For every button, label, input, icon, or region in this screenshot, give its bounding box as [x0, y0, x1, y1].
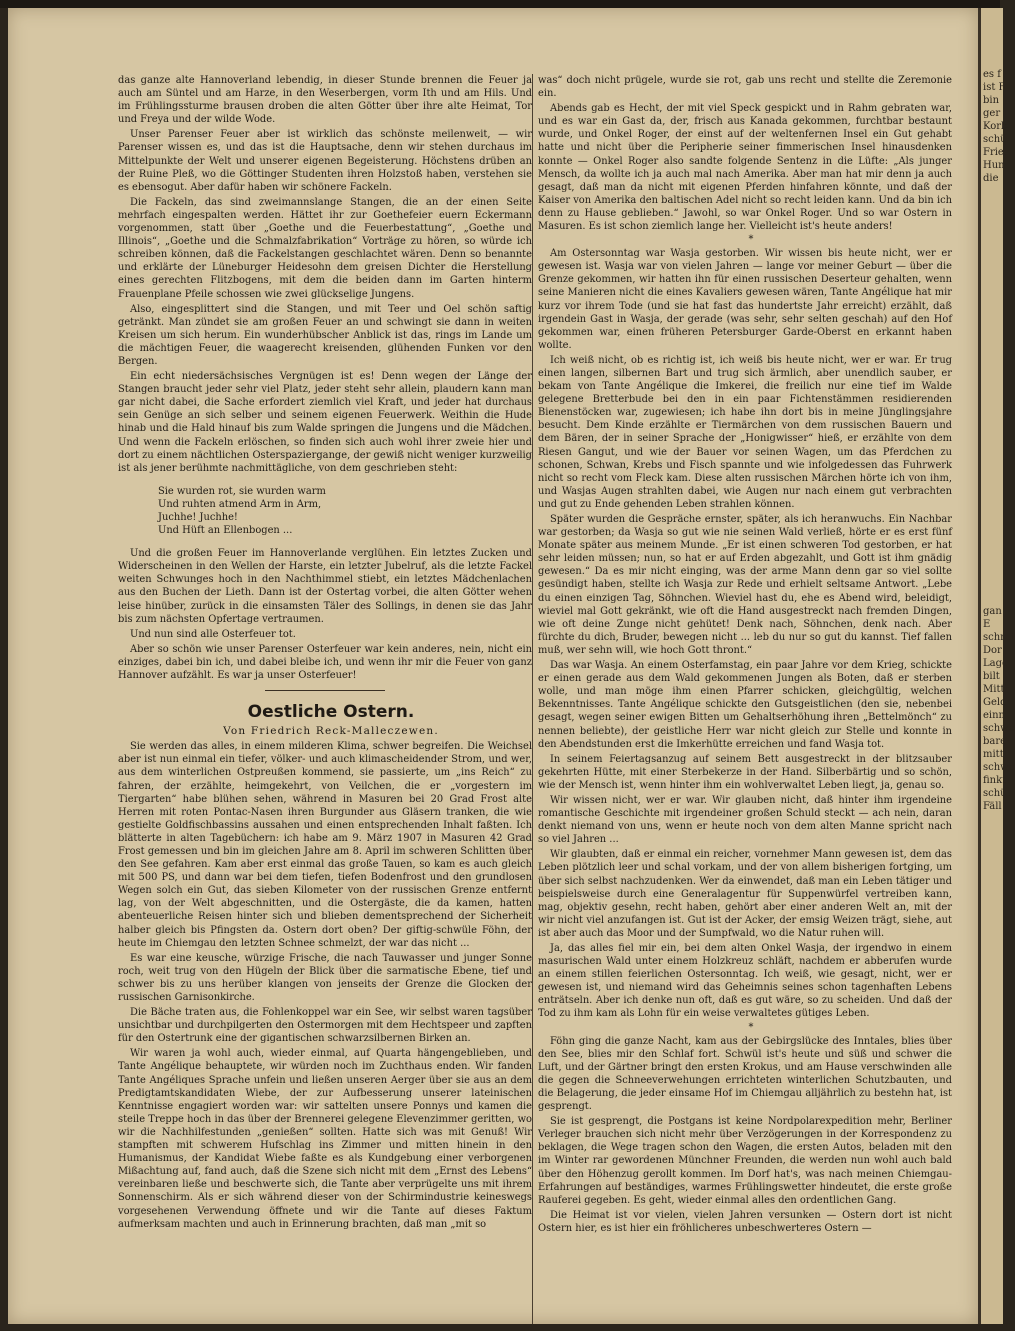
adjacent-page-fragment: Fäll — [983, 801, 1002, 812]
left-column — [118, 74, 532, 1324]
adjacent-page-edge — [978, 8, 1015, 1324]
paragraph: Die Bäche traten aus, die Fohlenkoppel war ein See, wir selbst waren tagsüber unsichtbar und durchpilgerten den Ostermorgen mit dem Hechtspeer und zapften für den Ostertrunk eine der gigantischen schwarzsilbernen Birken an. — [118, 1007, 532, 1045]
paragraph: das ganze alte Hannoverland lebendig, in dieser Stunde brennen die Feuer ja auch am Süntel und am Harze, in den Weserbergen, vorm Ith und am Hils. Und im Frühlingssturme brausen droben die alten Götter über ihre alte Heimat, Tor und Freya und der wilde Wode. — [118, 75, 532, 126]
adjacent-page-fragment: es f — [983, 69, 1001, 80]
adjacent-page-fragment: ist F — [983, 82, 1006, 93]
top-edge — [0, 0, 1000, 8]
section-star-separator: * — [748, 1021, 754, 1033]
paragraph: Später wurden die Gespräche ernster, später, als ich heranwuchs. Ein Nachbar war gestorben; da Wasja so gut wie nie seinen Wald verließ, hörte er es erst fünf Monate später aus meinem Munde. „Er ist einen schweren Tod gestorben, er hat sehr leiden müssen; nun, so hat er auf Erden abgezahlt, und Gott ist ihm gnädig gewesen.“ Da es mir nicht einging, was der arme Mann denn gar so viel sollte gesündigt haben, stellte ich Wasja zur Rede und erhielt seltsame Antwort. „Lebe du einen einzigen Tag, Söhnchen. Wieviel hast du, ehe es Abend wird, beleidigt, wieviel mal Gott gekränkt, wie oft die Hand ausgestreckt nach fremden Dingen, wie oft deine Zunge nicht gehütet! Denk nach, Söhnchen, denk nach. Aber fürchte du dich, Bruder, bewegen nicht ... leb du nur so gut du kannst. Tief fallen muß, wer sehn will, wie hoch Gott thront.“ — [538, 514, 952, 656]
adjacent-page-fragment: Lage — [983, 658, 1008, 669]
paragraph: Das war Wasja. An einem Osterfamstag, ein paar Jahre vor dem Krieg, schickte er einen gerade aus dem Wald gekommenen Jungen als Boten, daß er sterben wolle, und man möge ihm einen Pfarrer schicken, gleichgültig, welchen Bekenntnisses. Tante Angélique schickte den Gutsgeistlichen (den sie, nebenbei gesagt, wegen seiner ewigen Bitten um Gehaltserhöhung ihren „Bettelmönch“ zu nennen beliebte), der geistliche Herr war nicht gleich zur Stelle und konnte in den Abendstunden erst die Imkerhütte erreichen und fand Wasja tot. — [538, 660, 952, 750]
adjacent-page-fragment: Frie — [983, 147, 1004, 158]
adjacent-page-fragment: Geld — [983, 697, 1007, 708]
right-column — [538, 74, 952, 1324]
paragraph: Und nun sind alle Osterfeuer tot. — [130, 628, 296, 640]
paragraph: Und die großen Feuer im Hannoverlande verglühen. Ein letztes Zucken und Widerscheinen in den Wellen der Harste, ein letzter Jubelruf, als die letzte Fackel weiten Schwunges hoch in den Nachthimmel stiebt, ein letztes Mädchenlachen aus den Buchen der Lieth. Dann ist der Ostertag vorbei, die alten Götter wehen leise hinüber, zurück in die einsamsten Täler des Sollings, in denen sie das Jahr bis zum nächsten Opfertage vertraumen. — [118, 548, 532, 625]
paragraph: Föhn ging die ganze Nacht, kam aus der Gebirgslücke des Inntales, blies über den See, blies mir den Schlaf fort. Schwül ist's heute und süß und schwer die Luft, und der Gärtner bringt den ersten Krokus, und am Hause verschwinden alle die gegen die Schneeverwehungen errichteten winterlichen Schutzbauten, und die Belagerung, die jeder einsame Hof im Chiemgau alljährlich zu bestehn hat, ist gesprengt. — [538, 1035, 952, 1113]
article-byline: Von Friedrich Reck-Malleczewen. — [223, 725, 439, 738]
paragraph: Sie ist gesprengt, die Postgans ist keine Nordpolarexpedition mehr, Berliner Verleger brauchen sich nicht mehr über Verzögerungen in der Korrespondenz zu beklagen, die Wege tragen schon den Wagen, die ersten Autos, beladen mit den im Winter rar gewordenen Münchner Freunden, die werden nun wohl auch bald über den Höhenzug gerollt kommen. Im Dorf hat's, was nach meinen Chiemgau-Erfahrungen auf beständiges, warmes Frühlingswetter hindeutet, die erste große Rauferei gegeben. Es geht, wieder einmal alles den ordentlichen Gang. — [538, 1116, 952, 1206]
paragraph: Unser Parenser Feuer aber ist wirklich das schönste meilenweit, — wir Parenser wissen es, und das ist die Hauptsache, denn wir stehen durchaus im Mittelpunkte der Welt und unserer eigenen Begeisterung. Höchstens drüben an der Ruine Pleß, wo die Göttinger Studenten ihren Holzstoß haben, verstehen sie es ebensogut. Aber dafür haben wir schönere Fackeln. — [118, 129, 532, 193]
adjacent-page-fragment: bilt — [983, 671, 1000, 682]
paragraph: Ich weiß nicht, ob es richtig ist, ich weiß bis heute nicht, wer er war. Er trug einen langen, silbernen Bart und trug sich ärmlich, aber unendlich sauber, er bekam von Tante Angélique die Imkerei, die freilich nur eine tief im Walde gelegene Bretterbude bei den in ein paar Fichtenstämmen residierenden Bienenstöcken war, zugewiesen; ich habe ihn dort bis in meine Jünglingsjahre besucht. Dem Kinde erzählte er Tiermärchen von dem russischen Bauern und dem Bären, der in seiner Sprache der „Honigwisser“ hieß, er erzählte von dem Riesen Gangut, und wie der Bauer vor seinen Wagen, um das Pferdchen zu schonen, Schwan, Krebs und Fisch spannte und wie infolgedessen das Fuhrwerk nicht so recht vom Fleck kam. Diese alten russischen Märchen hörte ich von ihm, und Wasjas Augen strahlten dabei, wie Augen nur nach einem gut verbrachten und gut zu Ende gehenden Leben strahlen können. — [538, 354, 952, 510]
adjacent-page-fragment: gan — [983, 606, 1002, 617]
adjacent-page-fragment: schwe — [983, 723, 1015, 734]
section-star-separator: * — [748, 234, 754, 246]
column-divider — [532, 74, 533, 1324]
poem-line: Juchhe! Juchhe! — [158, 512, 238, 523]
paragraph: Also, eingesplittert sind die Stangen, und mit Teer und Oel schön saftig getränkt. Man zündet sie am großen Feuer an und schwingt sie dann in weiten Kreisen um sich herum. Ein wunderhübscher Anblick ist das, rings im Lande um die mächtigen Feuer, die waagerecht kreisenden, glühenden Funken vor den Bergen. — [118, 303, 532, 367]
paragraph: Ja, das alles fiel mir ein, bei dem alten Onkel Wasja, der irgendwo in einem masurischen Wald unter einem Holzkreuz schläft, nachdem er abberufen wurde an einem stillen feierlichen Ostersonntag. Ich weiß, wie gesagt, nicht, wer er gewesen ist, und niemand wird das Geheimnis seines schon tagenhaften Lebens enträtseln. Aber ich denke nun oft, daß es gut wäre, so zu scheiden. Und daß der Tod zu ihm kam als Lohn für ein weise verwaltetes gütiges Leben. — [538, 943, 952, 1020]
poem-line: Und Hüft an Ellenbogen ... — [158, 525, 293, 537]
paragraph: Die Fackeln, das sind zweimannslange Stangen, die an der einen Seite mehrfach eingespalten werden. Hättet ihr zur Goethefeier euern Eckermann vorgenommen, statt über „Goethe und die Feuerbestattung“, „Goethe und Illinois“, „Goethe und die Schmalzfabrikation“ Vorträge zu hören, so würde ich schreiben können, daß die Fackelstangen geschlachtet wären. Denn so benannte und erklärte der Lüneburger Heidesohn dem greisen Dichter die Herstellung eines gerechten Flitzbogens, mit dem die beiden dann im Garten hinterm Frauenplane Pfeile schossen wie zwei glückselige Jungens. — [118, 196, 532, 300]
adjacent-page-fragment: E — [983, 619, 991, 630]
adjacent-page-fragment: ger — [983, 108, 1001, 119]
paragraph: Es war eine keusche, würzige Frische, die nach Tauwasser und junger Sonne roch, weit trug von den Hügeln der Blick über die sarmatische Ebene, tief und schwer bis zu uns herüber klangen von jenseits der Grenze die Glocken der russischen Garnisonkirche. — [118, 952, 532, 1003]
section-rule — [265, 690, 385, 691]
paragraph: Wir wissen nicht, wer er war. Wir glauben nicht, daß hinter ihm irgendeine romantische Geschichte mit irgendeiner großen Schuld steckt — ach nein, daran denkt niemand von uns, wenn er heute noch von dem alten Manne spricht nach so viel Jahren ... — [538, 794, 952, 846]
adjacent-page-fragment: mitt — [983, 749, 1004, 760]
adjacent-page-fragment: Korb — [983, 121, 1008, 132]
adjacent-page-fragment: Hun — [983, 160, 1005, 171]
adjacent-page-fragment: schüt — [983, 788, 1011, 799]
paragraph: Aber so schön wie unser Parenser Osterfeuer war kein anderes, nein, nicht ein einziges, dabei bin ich, und dabei bleibe ich, und wenn ihr mir die Feuer von ganz Hannover aufzählt. Es war ja unser Osterfeuer! — [118, 643, 532, 682]
adjacent-page-fragment: die — [983, 173, 999, 184]
poem-line: Und ruhten atmend Arm in Arm, — [158, 498, 322, 510]
paragraph: Sie werden das alles, in einem milderen Klima, schwer begreifen. Die Weichsel aber ist nun einmal ein tiefer, völker- und auch klimascheidender Strom, und wer, aus dem winterlichen Ostpreußen kommend, sie passierte, um „ins Reich“ zu fahren, der erzählte, heimgekehrt, von Veilchen, die er „vorgestern im Tiergarten“ habe blühen sehen, während in Masuren bei 20 Grad Frost alte Herren mit roten Pontac-Nasen ihren Burgunder aus Gläsern tranken, die wie gestielte Goldfischbassins aussahen und einen entsprechenden Inhalt faßten. Ich blätterte in alten Tagebüchern: ich habe am 9. März 1907 in Masuren 42 Grad Frost gemessen und bin im gleichen Jahre am 8. April im schweren Schlitten über den See gefahren. Kam aber erst einmal das große Tauen, so kam es auch gleich mit 500 PS, und dann war bei dem tiefen, tiefen Bodenfrost und den grundlosen Wegen solch ein Gut, das sieben Kilometer von der russischen Grenze entfernt lag, von der Welt abgeschnitten, und die Ostergäste, die da kamen, hatten abenteuerliche Reisen hinter sich und blieben dementsprechend der Sicherheit halber gleich bis Pfingsten da. Ostern dort oben? Der giftig-schwüle Föhn, der heute im Chiemgau den letzten Schnee schmelzt, der war das nicht ... — [118, 741, 532, 949]
paragraph: In seinem Feiertagsanzug auf seinem Bett ausgestreckt in der blitzsauber gekehrten Hütte, mit einer Sterbekerze in der Hand. Silberbärtig und so schön, wie der Mensch ist, wenn hinter ihm ein wohlverwaltet Leben liegt, ja, genau so. — [538, 753, 952, 791]
adjacent-page-fragment: bare — [983, 736, 1007, 747]
newspaper-page — [8, 8, 978, 1324]
poem-quote — [158, 485, 532, 537]
article-title: Oestliche Ostern. — [247, 702, 415, 723]
paragraph: Am Ostersonntag war Wasja gestorben. Wir wissen bis heute nicht, wer er gewesen ist. Wasja war von vielen Jahren — lange vor meiner Geburt — über die Grenze gekommen, wir hatten ihn für einen russischen Deserteur gehalten, wenn seine Manieren nicht die eines Kavaliers gewesen wären, Tante Angélique hat mir kurz vor ihrem Tode (und sie hat fast das hundertste Jahr erreicht) erzählt, daß irgendein Gast in Wasja, der gerade (was sehr, sehr selten geschah) auf den Hof gekommen war, einen früheren Petersburger Garde-Oberst en erkannt haben wollte. — [538, 248, 952, 351]
paragraph: Die Heimat ist vor vielen, vielen Jahren versunken — Ostern dort ist nicht Ostern hier, es ist hier ein fröhlicheres unbeschwerteres Ostern — — [538, 1209, 952, 1234]
adjacent-page-fragment: bin — [983, 95, 1000, 106]
adjacent-page-fragment: schü — [983, 134, 1007, 145]
adjacent-page-fragment: finkt — [983, 775, 1007, 786]
adjacent-page-fragment: schrei — [983, 632, 1015, 643]
paragraph: Wir waren ja wohl auch, wieder einmal, auf Quarta hängengeblieben, und Tante Angélique behauptete, wir würden noch im Zuchthaus enden. Wir fanden Tante Angéliques Sprache unfein und ließen unseren Aerger über sie aus an dem Predigtamtskandidaten Wiebe, der zur Aufbesserung unserer lateinischen Kenntnisse engagiert worden war: wir sattelten unsere Ponnys und kamen die steile Treppe hoch in das über der Brennerei gelegene Elevenzimmer geritten, wo wir die Nachhilfestunden „genießen“ sollten. Hatte sich was mit Genuß! Wir stampften mit schwerem Hufschlag ins Zimmer und mitten hinein in den Humanismus, der Kandidat Wiebe faßte es als Kundgebung einer verborgenen Mißachtung auf, fand auch, daß die Szene sich nicht mit dem „Ernst des Lebens“ vereinbaren ließe und beschwerte sich, die Tante aber verprügelte uns mit ihrem Sonnenschirm. Als er sich während dieser von der Schirmindustrie keineswegs vorgesehenen Verwendung öffnete und wir die Tante auf dieses Faktum aufmerksam machten und auch in Erinnerung brachten, daß man „mit so — [118, 1048, 532, 1230]
adjacent-page-fragment: Mitt — [983, 684, 1005, 695]
paragraph: Wir glaubten, daß er einmal ein reicher, vornehmer Mann gewesen ist, dem das Leben plötzlich leer und schal vorkam, und der von allem bisherigen fortging, um über sich selbst nachzudenken. Wer da einwendet, daß man ein Leben tätiger und beispielsweise durch eine Generalagentur für Suppenwürfel vertreiben kann, mag, objektiv gesehn, recht haben, gehört aber einer anderen Welt an, mit der wir nicht viel anzufangen ist. Gut ist der Acker, der emsig Weizen trägt, siehe, aut ist aber auch das Moor und der Sumpfwald, wo die Natur ruhen will. — [538, 849, 952, 939]
paragraph: Abends gab es Hecht, der mit viel Speck gespickt und in Rahm gebraten war, und es war ein Gast da, der, frisch aus Kanada gekommen, furchtbar bestaunt wurde, und Onkel Roger, der einst auf der weltenfernen Insel ein Gut gehabt hatte und nicht über die Peripherie seiner fimmerischen Insel hinausdenken konnte — Onkel Roger also sandte folgende Sentenz in die Lüfte: „Als junger Mensch, da wollte ich ja auch mal nach Amerika. Aber man hat mir denn ja auch gesagt, daß man da nicht mit eigenen Pferden hinfahren könnte, und daß der Kaiser von Amerika den baltischen Adel nicht so recht leiden kann. Und da bin ich denn zu Hause geblieben.“ Jawohl, so war Onkel Roger. Und so war Ostern in Masuren. Es ist schon ziemlich lange her. Vielleicht ist's heute anders! — [538, 103, 952, 233]
paragraph: was“ doch nicht prügele, wurde sie rot, gab uns recht und stellte die Zeremonie ein. — [538, 75, 952, 100]
adjacent-page-fragment: schwe — [983, 762, 1015, 773]
poem-line: Sie wurden rot, sie wurden warm — [158, 485, 326, 497]
adjacent-page-fragment: Dor — [983, 645, 1002, 656]
paragraph: Ein echt niedersächsisches Vergnügen ist es! Denn wegen der Länge der Stangen braucht jeder sehr viel Platz, jeder steht sehr allein, plaudern kann man gar nicht dabei, die Sache erfordert ziemlich viel Kraft, und jeder hat durchaus sein Genüge an sich selber und seinem eigenen Feuerwerk. Weithin die Hude hinab und die Hald hinauf bis zum Walde springen die Jungens und die Mädchen. Und wenn die Fackeln erlöschen, so finden sich auch wohl ihrer zweie hier und dort zu einem nächtlichen Osterspaziergange, der gewiß nicht weniger kurzweilig ist als jener berühmte nachmittägliche, von dem geschrieben steht: — [118, 371, 532, 474]
adjacent-page-fragment: einm — [983, 710, 1009, 721]
